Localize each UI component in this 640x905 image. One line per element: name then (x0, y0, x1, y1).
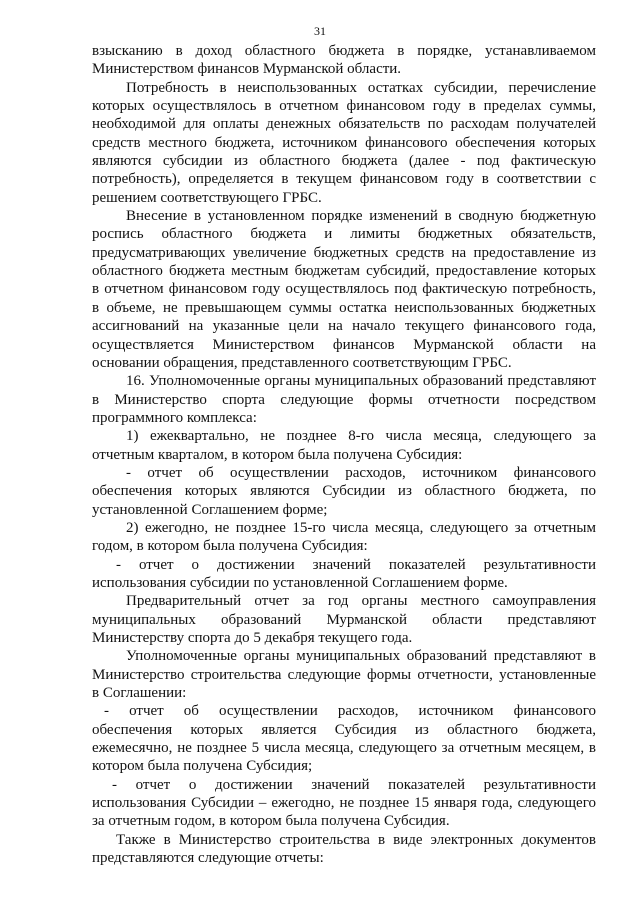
text-line: в отчетном финансовом году осуществлялось под фактическую потребность, (92, 281, 596, 298)
paragraph (92, 42, 596, 79)
text-line: потребность), определяется в текущем финансовом году в соответствии с (92, 171, 596, 188)
text-line: Министерство строительства следующие формы отчетности, установленные (92, 666, 596, 683)
text-line: - отчет об осуществлении расходов, источником финансового (126, 464, 596, 481)
text-line: осуществляется Министерством финансов Мурманской области на (92, 336, 596, 353)
text-line: использования Субсидии – ежегодно, не позднее 15 января года, следующего (92, 795, 596, 812)
text-line: в Министерство спорта следующие формы отчетности посредством (92, 391, 596, 408)
paragraph (92, 702, 596, 775)
paragraph (92, 207, 596, 372)
text-line: ежемесячно, не позднее 5 числа месяца, следующего за отчетным месяцем, в (92, 740, 596, 757)
text-line: муниципальных образований Мурманской области представляют (92, 611, 596, 628)
text-line: годом, в котором была получена Субсидия: (92, 538, 368, 555)
paragraph (92, 647, 596, 702)
text-line: котором была получена Субсидия; (92, 758, 313, 775)
text-line: являются субсидии из областного бюджета (далее - под фактическую (92, 153, 596, 170)
text-line: средств местного бюджета, источником финансового обеспечения которых (92, 134, 596, 151)
paragraph (92, 831, 596, 868)
text-line: Предварительный отчет за год органы местного самоуправления (126, 593, 596, 610)
text-line: основании обращения, представленного соответствующим ГРБС. (92, 354, 512, 371)
text-line: в Соглашении: (92, 685, 187, 702)
text-line: которых осуществлялось в отчетном финансовом году в пределах суммы, (92, 98, 596, 115)
text-line: - отчет о достижении значений показателей результативности (112, 776, 596, 793)
document-body (92, 42, 596, 867)
text-line: необходимой для оплаты денежных обязательств по расходам получателей (92, 116, 596, 133)
text-line: взысканию в доход областного бюджета в порядке, устанавливаемом (92, 43, 596, 59)
text-line: Министерством финансов Мурманской области. (92, 61, 402, 78)
text-line: обеспечения которых являются Субсидии из областного бюджета, по (92, 483, 596, 500)
text-line: 2) ежегодно, не позднее 15-го числа месяца, следующего за отчетным (126, 519, 596, 536)
paragraph (92, 776, 596, 831)
text-line: Внесение в установленном порядке изменений в сводную бюджетную (126, 208, 596, 225)
text-line: Потребность в неиспользованных остатках субсидии, перечисление (126, 79, 596, 96)
text-line: использования субсидии по установленной Соглашением форме. (92, 574, 508, 591)
paragraph (92, 427, 596, 464)
text-line: роспись областного бюджета и лимиты бюджетных обязательств, (92, 226, 596, 243)
paragraph (92, 79, 596, 207)
text-line: обеспечения которых является Субсидия из областного бюджета, (92, 721, 596, 738)
paragraph (92, 464, 596, 519)
text-line: ассигнований на указанные цели на начало текущего финансового года, (92, 318, 596, 335)
paragraph (92, 556, 596, 593)
text-line: 1) ежеквартально, не позднее 8-го числа месяца, следующего за (126, 428, 596, 445)
text-line: предусматривающих увеличение бюджетных средств на предоставление из (92, 244, 596, 261)
text-line: областного бюджета местным бюджетам субсидий, предоставление которых (92, 263, 596, 280)
text-line: 16. Уполномоченные органы муниципальных образований представляют (126, 373, 596, 390)
text-line: решением соответствующего ГРБС. (92, 189, 322, 206)
text-line: - отчет о достижении значений показателей результативности (116, 556, 596, 573)
text-line: за отчетным годом, в котором была получена Субсидия. (92, 813, 450, 830)
text-line: - отчет об осуществлении расходов, источником финансового (104, 703, 596, 720)
paragraph (92, 592, 596, 647)
text-line: отчетным кварталом, в котором была получена Субсидия: (92, 446, 463, 463)
page-number: 31 (314, 24, 326, 38)
paragraph (92, 372, 596, 427)
text-line: программного комплекса: (92, 409, 257, 426)
text-line: Министерству спорта до 5 декабря текущего года. (92, 630, 413, 646)
text-line: представляются следующие отчеты: (92, 850, 324, 867)
text-line: Также в Министерство строительства в виде электронных документов (116, 831, 596, 848)
text-line: установленной Соглашением форме; (92, 501, 328, 518)
text-line: Уполномоченные органы муниципальных образований представляют в (126, 648, 596, 665)
paragraph (92, 519, 596, 556)
text-line: в объеме, не превышающем суммы остатка неиспользованных бюджетных (92, 299, 596, 316)
